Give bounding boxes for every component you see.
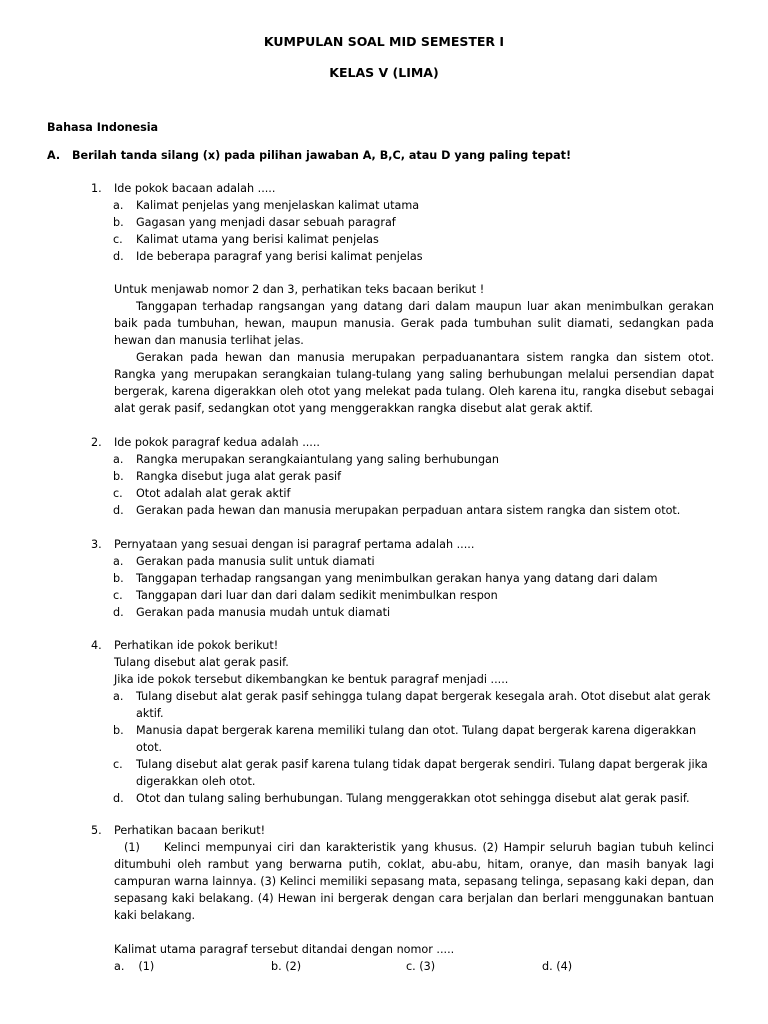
reading-passage	[114, 281, 714, 417]
class-label: KELAS V (LIMA)	[329, 65, 439, 80]
answer-c[interactable]: c. (3)	[406, 960, 436, 973]
option-a[interactable]: a. Gerakan pada manusia sulit untuk diamati	[113, 555, 375, 568]
question-number: 1.	[91, 182, 102, 195]
answer-options	[114, 958, 714, 975]
option-a[interactable]: a. Rangka merupakan serangkaiantulang yang saling berhubungan	[113, 453, 499, 466]
question-stem: Perhatikan ide pokok berikut!	[114, 639, 279, 652]
passage-paragraph-2: Gerakan pada hewan dan manusia merupakan perpaduanantara sistem rangka dan sistem otot. Rangka yang merupakan serangkaian tulang-tulang yang saling berhubungan melalui persendian dapat bergerak, karena digerakkan oleh otot yang melekat pada tulang. Oleh karena itu, rangka disebut sebagai alat gerak pasif, sedangkan otot yang menggerakkan rangka disebut alat gerak aktif.	[114, 351, 714, 415]
question-number: 4.	[91, 639, 102, 652]
instruction-text: Berilah tanda silang (x) pada pilihan jawaban A, B,C, atau D yang paling tepat!	[72, 149, 572, 162]
passage-paragraph-1: Tanggapan terhadap rangsangan yang datang dari dalam maupun luar akan menimbulkan gerakan baik pada tumbuhan, hewan, maupun manusia. Gerak pada tumbuhan sulit diamati, sedangkan pada hewan dan manusia terlihat jelas.	[114, 300, 714, 347]
answer-d[interactable]: d. (4)	[542, 960, 573, 973]
document-title: KUMPULAN SOAL MID SEMESTER I	[263, 34, 505, 49]
option-list	[91, 451, 716, 519]
option-b[interactable]: b. Rangka disebut juga alat gerak pasif	[113, 470, 342, 483]
option-c[interactable]: c. Otot adalah alat gerak aktif	[113, 487, 291, 500]
section-label: A.	[47, 149, 61, 162]
sentence-marker: (1)	[124, 841, 140, 854]
question-4	[91, 637, 716, 807]
question-passage: (1) Kelinci mempunyai ciri dan karakteristik yang khusus. (2) Hampir seluruh bagian tubuh kelinci ditumbuhi oleh rambut yang berwarna putih, coklat, abu-abu, hitam, oranye, dan masih banyak lagi campuran warna lainnya. (3) Kelinci memiliki sepasang mata, sepasang telinga, sepasang kaki depan, dan sepasang kaki belakang. (4) Hewan ini bergerak dengan cara berjalan dan berlari menggunakan bantuan kaki belakang.	[114, 841, 714, 922]
question-1	[91, 180, 716, 265]
question-5-prompt: Kalimat utama paragraf tersebut ditandai dengan nomor .....	[114, 943, 455, 956]
option-d[interactable]: d. Gerakan pada hewan dan manusia merupakan perpaduan antara sistem rangka dan sistem otot.	[113, 504, 681, 517]
option-b[interactable]: b. Manusia dapat bergerak karena memiliki tulang dan otot. Tulang dapat bergerak karena digerakkan otot.	[113, 724, 697, 754]
question-stem: Pernyataan yang sesuai dengan isi paragraf pertama adalah .....	[114, 538, 475, 551]
option-list	[91, 197, 716, 265]
option-list	[91, 553, 716, 621]
option-c[interactable]: c. Tanggapan dari luar dan dari dalam sedikit menimbulkan respon	[113, 589, 498, 602]
question-number: 5.	[91, 824, 102, 837]
answer-a[interactable]: a. (1)	[114, 960, 155, 973]
main-idea-text: Tulang disebut alat gerak pasif.	[114, 656, 289, 669]
option-b[interactable]: b. Gagasan yang menjadi dasar sebuah paragraf	[113, 216, 396, 229]
option-a[interactable]: a. Kalimat penjelas yang menjelaskan kalimat utama	[113, 199, 420, 212]
question-prompt: Jika ide pokok tersebut dikembangkan ke bentuk paragraf menjadi .....	[114, 673, 509, 686]
section-instruction	[47, 147, 571, 164]
option-c[interactable]: c. Tulang disebut alat gerak pasif karena tulang tidak dapat bergerak sendiri. Tulang dapat bergerak jika digerakkan oleh otot.	[113, 758, 708, 788]
question-2	[91, 434, 716, 519]
option-c[interactable]: c. Kalimat utama yang berisi kalimat penjelas	[113, 233, 379, 246]
option-a[interactable]: a. Tulang disebut alat gerak pasif sehingga tulang dapat bergerak kesegala arah. Otot disebut alat gerak aktif.	[113, 690, 711, 720]
question-5	[91, 822, 716, 924]
option-list	[91, 688, 716, 807]
question-stem: Ide pokok bacaan adalah .....	[114, 182, 276, 195]
option-d[interactable]: d. Ide beberapa paragraf yang berisi kalimat penjelas	[113, 250, 423, 263]
subject-heading: Bahasa Indonesia	[47, 121, 159, 134]
answer-b[interactable]: b. (2)	[271, 960, 302, 973]
question-number: 2.	[91, 436, 102, 449]
option-b[interactable]: b. Tanggapan terhadap rangsangan yang menimbulkan gerakan hanya yang datang dari dalam	[113, 572, 658, 585]
question-stem: Ide pokok paragraf kedua adalah .....	[114, 436, 320, 449]
question-stem: Perhatikan bacaan berikut!	[114, 824, 266, 837]
passage-intro: Untuk menjawab nomor 2 dan 3, perhatikan teks bacaan berikut !	[114, 283, 485, 296]
option-d[interactable]: d. Gerakan pada manusia mudah untuk diamati	[113, 606, 391, 619]
question-3	[91, 536, 716, 621]
question-number: 3.	[91, 538, 102, 551]
option-d[interactable]: d. Otot dan tulang saling berhubungan. Tulang menggerakkan otot sehingga disebut alat gerak pasif.	[113, 792, 690, 805]
